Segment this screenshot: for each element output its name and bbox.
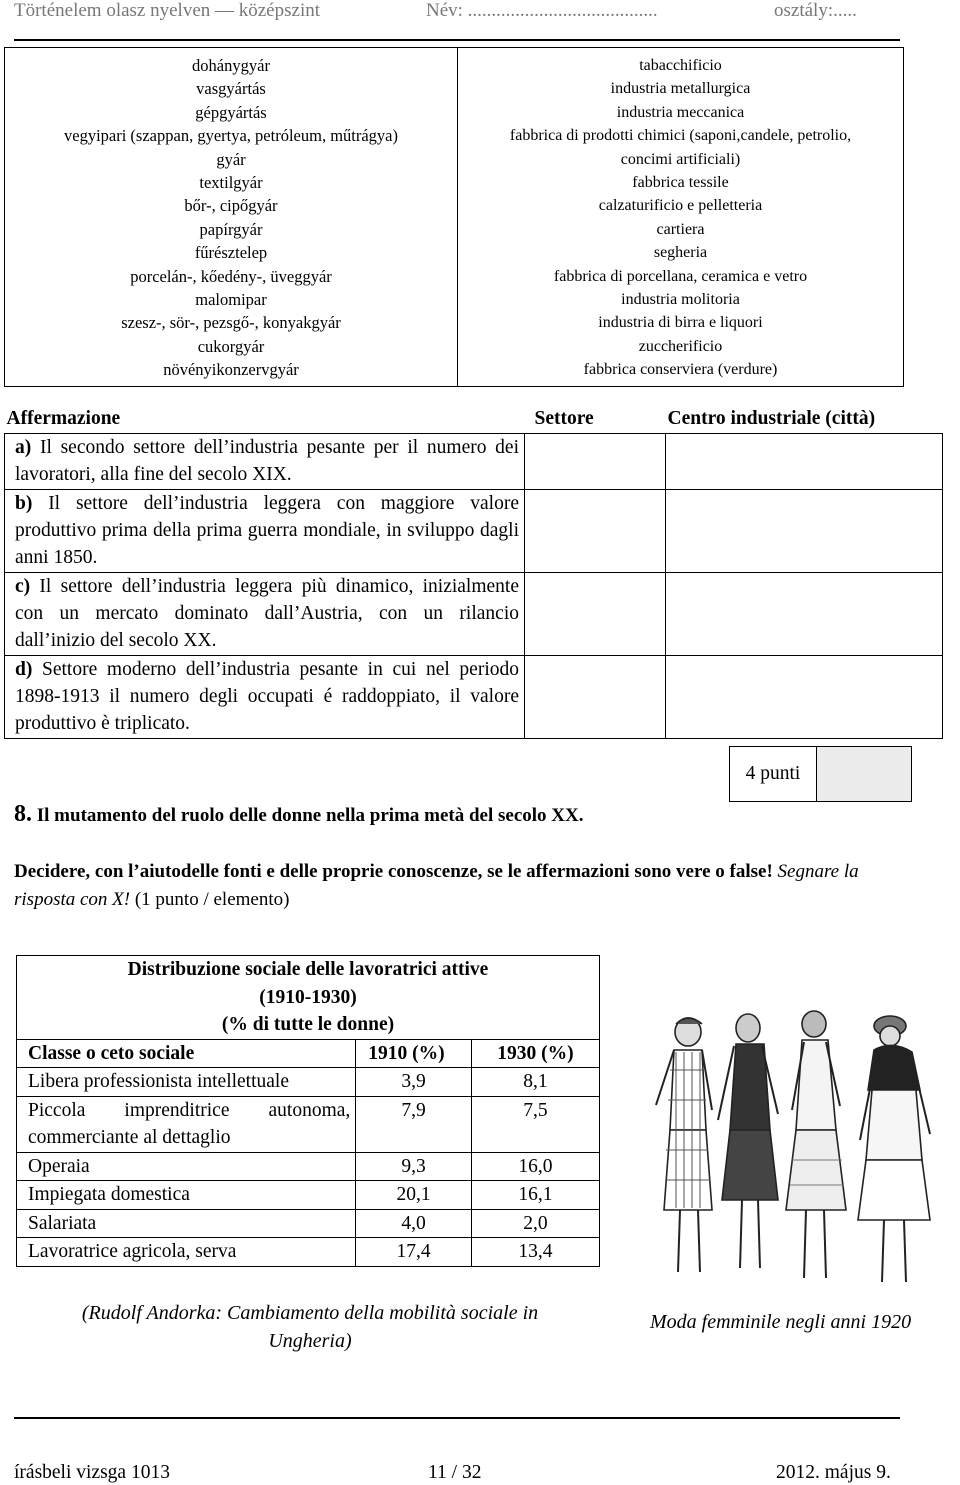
- question-number: 8.: [14, 801, 32, 827]
- vocab-hungarian-term: gyár: [216, 149, 246, 169]
- center-answer-field[interactable]: [666, 490, 943, 573]
- affirmation-row: [5, 490, 943, 573]
- vocab-italian-term: cartiera: [656, 220, 705, 238]
- statistics-row: [17, 1238, 600, 1267]
- vocab-italian-term: segheria: [653, 244, 708, 262]
- center-answer-field[interactable]: [666, 656, 943, 739]
- center-answer-field[interactable]: [666, 573, 943, 656]
- vocabulary-italian-column: [458, 48, 904, 387]
- vocab-hungarian-term: növényikonzervgyár: [163, 360, 299, 380]
- vocab-hungarian-term: bőr-, cipőgyár: [184, 196, 278, 216]
- sector-answer-field[interactable]: [525, 434, 666, 490]
- vocab-hungarian-term: malomipar: [195, 290, 267, 310]
- question-8-title: [14, 800, 714, 830]
- instruction-points: (1 punto / elemento): [134, 889, 290, 910]
- caption-line: (1910-1930): [259, 986, 357, 1008]
- col-header-1910: 1910 (%): [356, 1039, 472, 1068]
- vocab-hungarian-term: papírgyár: [199, 219, 263, 239]
- vocab-italian-term: concimi artificiali): [620, 150, 741, 168]
- vocab-italian-term: tabacchificio: [639, 57, 722, 74]
- statistics-class-cell: Lavoratrice agricola, serva: [17, 1238, 356, 1267]
- vocabulary-hungarian-column: [5, 48, 458, 387]
- vocab-hungarian-term: porcelán-, kőedény-, üveggyár: [130, 266, 332, 286]
- vocab-italian-term: industria di birra e liquori: [598, 314, 763, 332]
- footer-date: 2012. május 9.: [776, 1462, 891, 1483]
- header-centro: Centro industriale (città): [667, 408, 876, 429]
- statistics-1930-cell: 13,4: [471, 1238, 599, 1267]
- header-name-field: Név: ........................................: [426, 0, 658, 21]
- statistics-class-cell: Operaia: [17, 1152, 356, 1181]
- points-score-field[interactable]: [817, 747, 912, 802]
- statistics-class-cell: Impiegata domestica: [17, 1181, 356, 1210]
- vocab-italian-term: industria molitoria: [621, 291, 740, 309]
- statistics-1910-cell: 9,3: [356, 1152, 472, 1181]
- question-8-instruction: [14, 858, 914, 914]
- footer-exam: írásbeli vizsga 1013: [14, 1462, 170, 1483]
- affirmation-text: Il secondo settore dell’industria pesante per il numero dei lavoratori, alla fine del secolo XIX.: [15, 437, 520, 485]
- points-box: [729, 746, 912, 802]
- header-settore: Settore: [534, 408, 594, 429]
- header-affermazione: Affermazione: [6, 408, 121, 429]
- affirmation-row: [5, 573, 943, 656]
- vocab-hungarian-term: textilgyár: [199, 173, 263, 193]
- sector-answer-field[interactable]: [525, 656, 666, 739]
- header-rule: [14, 39, 900, 41]
- statistics-1910-cell: 17,4: [356, 1238, 472, 1267]
- affirmation-letter: d): [15, 659, 33, 680]
- statistics-source: (Rudolf Andorka: Cambiamento della mobilità sociale in Ungheria): [81, 1302, 539, 1352]
- statistics-class-cell: Libera professionista intellettuale: [17, 1068, 356, 1097]
- statistics-1910-cell: 3,9: [356, 1068, 472, 1097]
- vocab-hungarian-term: vegyipari (szappan, gyertya, petróleum, műtrágya): [64, 126, 398, 146]
- affirmation-row: [5, 656, 943, 739]
- vocab-hungarian-term: szesz-, sör-, pezsgő-, konyakgyár: [121, 313, 341, 333]
- affirmation-statement: [5, 656, 525, 739]
- statistics-1930-cell: 16,0: [471, 1152, 599, 1181]
- header-subject: Történelem olasz nyelven — középszint: [14, 0, 321, 21]
- affirmation-table: [4, 405, 943, 739]
- vocab-hungarian-term: cukorgyár: [197, 336, 265, 356]
- instruction-bold: Decidere, con l’aiutodelle fonti e delle proprie conoscenze, se le affermazioni sono vere o false!: [14, 861, 773, 882]
- affirmation-text: Settore moderno dell’industria pesante in cui nel periodo 1898-1913 il numero degli occupati é raddoppiato, il valore produttivo è triplicato.: [15, 659, 519, 734]
- vocab-italian-term: fabbrica di porcellana, ceramica e vetro: [553, 267, 808, 285]
- vocab-hungarian-term: gépgyártás: [195, 102, 267, 122]
- statistics-row: [17, 1152, 600, 1181]
- points-label: 4 punti: [730, 747, 817, 802]
- vocab-italian-term: calzaturificio e pelletteria: [598, 197, 763, 215]
- vocab-italian-term: industria meccanica: [616, 103, 745, 121]
- col-header-1930: 1930 (%): [471, 1039, 599, 1068]
- affirmation-statement: [5, 490, 525, 573]
- caption-line: (% di tutte le donne): [221, 1014, 395, 1035]
- vocab-italian-term: fabbrica di prodotti chimici (saponi,candele, petrolio,: [509, 127, 852, 145]
- affirmation-text: Il settore dell’industria leggera con maggiore valore produttivo prima della prima guerra mondiale, in sviluppo dagli anni 1850.: [15, 493, 519, 568]
- statistics-class-cell: Piccola imprenditrice autonoma, commerciante al dettaglio: [17, 1096, 356, 1152]
- statistics-1930-cell: 7,5: [471, 1096, 599, 1152]
- statistics-1930-cell: 2,0: [471, 1209, 599, 1238]
- image-caption: Moda femminile negli anni 1920: [650, 1311, 912, 1333]
- vocab-italian-term: fabbrica tessile: [632, 174, 729, 192]
- statistics-row: [17, 1181, 600, 1210]
- question-title: Il mutamento del ruolo delle donne nella prima metà del secolo XX.: [36, 805, 584, 826]
- statistics-row: [17, 1096, 600, 1152]
- vocabulary-table: [4, 47, 904, 387]
- instruction-italic: Segnare la risposta con X!: [14, 861, 859, 910]
- vocab-italian-term: industria metallurgica: [610, 80, 751, 98]
- statistics-table: [16, 955, 600, 1267]
- affirmation-statement: [5, 573, 525, 656]
- affirmation-text: Il settore dell’industria leggera più dinamico, inizialmente con un mercato dominato dall’Austria, con un rilancio dall’inizio del secolo XX.: [15, 576, 519, 651]
- vocab-hungarian-term: vasgyártás: [196, 79, 266, 99]
- caption-line: Distribuzione sociale delle lavoratrici attive: [127, 959, 489, 980]
- center-answer-field[interactable]: [666, 434, 943, 490]
- vocab-italian-term: zuccherificio: [638, 337, 723, 355]
- vocab-hungarian-term: dohánygyár: [192, 56, 270, 75]
- statistics-caption: [17, 956, 600, 1040]
- statistics-1930-cell: 16,1: [471, 1181, 599, 1210]
- affirmation-letter: c): [15, 576, 31, 597]
- sector-answer-field[interactable]: [525, 490, 666, 573]
- statistics-1930-cell: 8,1: [471, 1068, 599, 1097]
- statistics-1910-cell: 7,9: [356, 1096, 472, 1152]
- affirmation-statement: [5, 434, 525, 490]
- footer-rule: [14, 1417, 900, 1419]
- statistics-1910-cell: 4,0: [356, 1209, 472, 1238]
- statistics-1910-cell: 20,1: [356, 1181, 472, 1210]
- statistics-row: [17, 1068, 600, 1097]
- affirmation-row: [5, 434, 943, 490]
- header-class-field: osztály:.....: [774, 0, 857, 21]
- affirmation-letter: a): [15, 437, 32, 458]
- statistics-row: [17, 1209, 600, 1238]
- statistics-class-cell: Salariata: [17, 1209, 356, 1238]
- affirmation-letter: b): [15, 493, 33, 514]
- footer-page: 11 / 32: [428, 1462, 482, 1483]
- col-header-class: Classe o ceto sociale: [17, 1039, 356, 1068]
- fashion-illustration: [646, 1010, 946, 1300]
- sector-answer-field[interactable]: [525, 573, 666, 656]
- vocab-hungarian-term: fűrésztelep: [194, 243, 268, 263]
- vocab-italian-term: fabbrica conserviera (verdure): [583, 361, 778, 379]
